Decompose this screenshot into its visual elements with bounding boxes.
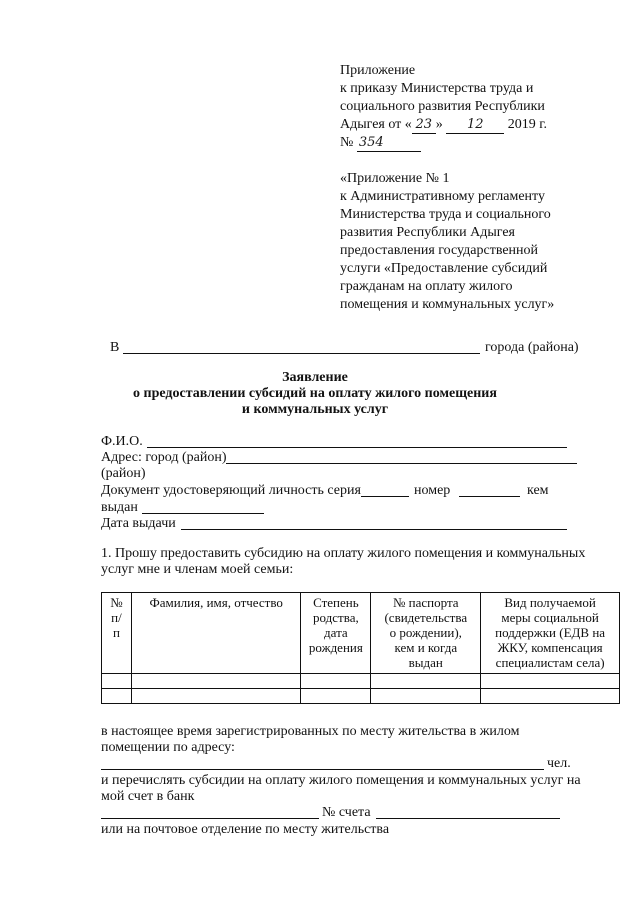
issued-label: выдан	[101, 500, 138, 515]
appendix-line: к приказу Министерства труда и	[340, 81, 534, 96]
regulation-line: Министерства труда и социального	[340, 207, 551, 222]
issued-by-label: кем	[527, 483, 549, 498]
family-table	[101, 592, 620, 704]
table-cell[interactable]	[301, 689, 371, 704]
order-date-separator: »	[435, 117, 447, 132]
recipient-prefix: В	[110, 340, 120, 355]
table-cell[interactable]	[481, 674, 620, 689]
table-header-row	[102, 593, 620, 674]
column-header-support: Вид получаемой меры социальной поддержки (ЕДВ на ЖКУ, компенсация специалистам села)	[481, 593, 620, 674]
post-office-text: или на почтовое отделение по месту жительства	[101, 822, 390, 837]
order-year: 2019 г.	[504, 117, 547, 132]
account-label: № счета	[322, 805, 371, 820]
document-number-field[interactable]	[459, 496, 520, 497]
appendix-title: Приложение	[340, 63, 416, 78]
issue-date-label: Дата выдачи	[101, 516, 176, 531]
document-subtitle: о предоставлении субсидий на оплату жилого помещения	[133, 386, 497, 401]
regulation-line: услуги «Предоставление субсидий	[340, 261, 548, 276]
order-number-line	[340, 135, 421, 152]
document-title: Заявление	[282, 370, 348, 385]
recipient-suffix: города (района)	[485, 340, 579, 355]
order-date-prefix: Адыгея от «	[340, 117, 412, 132]
regulation-line: помещения и коммунальных услуг»	[340, 297, 555, 312]
table-cell[interactable]	[131, 689, 300, 704]
column-header-number: № п/ п	[102, 593, 132, 674]
appendix-line: социального развития Республики	[340, 99, 545, 114]
fio-label: Ф.И.О.	[101, 434, 143, 449]
table-cell[interactable]	[102, 689, 132, 704]
request-text: услуг мне и членам моей семьи:	[101, 562, 294, 577]
fio-field[interactable]	[147, 447, 567, 448]
request-text: 1. Прошу предоставить субсидию на оплату жилого помещения и коммунальных	[101, 546, 586, 561]
column-header-name: Фамилия, имя, отчество	[131, 593, 300, 674]
column-header-passport: № паспорта (свидетельства о рождении), кем и когда выдан	[371, 593, 481, 674]
document-number-label: номер	[414, 483, 451, 498]
regulation-line: к Административному регламенту	[340, 189, 545, 204]
regulation-line: предоставления государственной	[340, 243, 539, 258]
order-month: 12	[446, 117, 504, 134]
document-subtitle: и коммунальных услуг	[241, 402, 389, 417]
table-cell[interactable]	[371, 674, 481, 689]
bank-name-field[interactable]	[101, 818, 319, 819]
document-label: Документ удостоверяющий личность серия	[101, 483, 361, 498]
district-label: (район)	[101, 466, 146, 481]
issue-date-field[interactable]	[181, 529, 567, 530]
recipient-field[interactable]	[123, 353, 480, 354]
registered-address-field[interactable]	[101, 769, 544, 770]
regulation-line: «Приложение № 1	[340, 171, 450, 186]
address-label: Адрес: город (район)	[101, 450, 227, 465]
table-row	[102, 674, 620, 689]
order-number-label: №	[340, 135, 357, 150]
order-number: 354	[357, 135, 421, 152]
registered-text: помещении по адресу:	[101, 740, 235, 755]
document-series-field[interactable]	[361, 496, 409, 497]
address-field[interactable]	[226, 463, 577, 464]
table-cell[interactable]	[102, 674, 132, 689]
table-cell[interactable]	[481, 689, 620, 704]
table-row	[102, 689, 620, 704]
persons-label: чел.	[547, 756, 571, 771]
column-header-relation: Степень родства, дата рождения	[301, 593, 371, 674]
regulation-line: развития Республики Адыгея	[340, 225, 515, 240]
table-cell[interactable]	[371, 689, 481, 704]
table-cell[interactable]	[131, 674, 300, 689]
regulation-line: гражданам на оплату жилого	[340, 279, 513, 294]
registered-text: в настоящее время зарегистрированных по месту жительства в жилом	[101, 724, 520, 739]
account-number-field[interactable]	[376, 818, 560, 819]
issued-by-field[interactable]	[142, 513, 264, 514]
table-cell[interactable]	[301, 674, 371, 689]
transfer-text: и перечислять субсидии на оплату жилого помещения и коммунальных услуг на	[101, 773, 581, 788]
bank-label: мой счет в банк	[101, 789, 195, 804]
order-date-line	[340, 117, 547, 134]
order-day: 23	[412, 117, 436, 134]
